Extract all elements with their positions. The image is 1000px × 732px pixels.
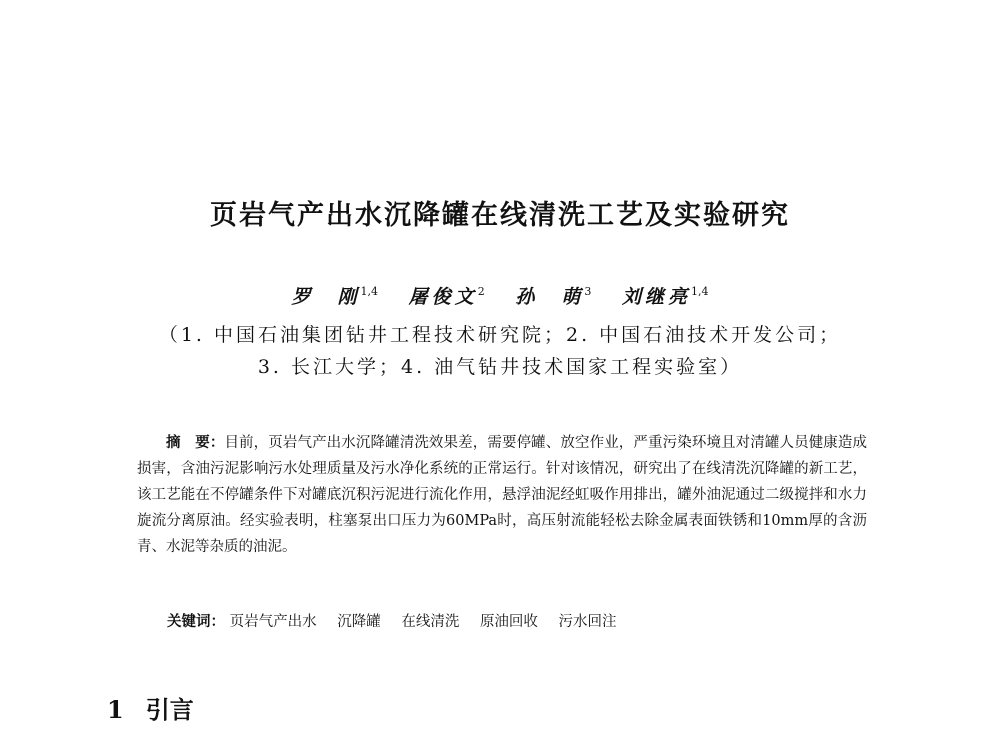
author-list — [0, 282, 1000, 309]
author-name: 孙 萌 — [515, 286, 585, 308]
paper-title: 页岩气产出水沉降罐在线清洗工艺及实验研究 — [210, 200, 790, 231]
author — [515, 282, 591, 309]
author-affiliation-mark: 2 — [477, 285, 485, 298]
keyword: 污水回注 — [558, 614, 617, 630]
abstract-text: 目前，页岩气产出水沉降罐清洗效果差，需要停罐、放空作业，严重污染环境且对清罐人员健康造成损害，含油污泥影响污水处理质量及污水净化系统的正常运行。针对该情况，研究出了在线清洗沉降罐的新工艺，该工艺能在不停罐条件下对罐底沉积污泥进行流化作用，悬浮油泥经虹吸作用排出，罐外油泥通过二级搅拌和水力旋流分离原油。经实验表明，柱塞泵出口压力为60MPa时，高压射流能轻松去除金属表面铁锈和10mm厚的含沥青、水泥等杂质的油泥。 — [137, 435, 868, 555]
keyword: 在线清洗 — [401, 614, 460, 630]
keywords — [167, 610, 633, 631]
keyword: 页岩气产出水 — [229, 614, 317, 630]
affiliation-line-1: （1. 中国石油集团钻井工程技术研究院；2. 中国石油技术开发公司； — [158, 324, 842, 346]
author — [622, 282, 709, 309]
section-heading — [107, 690, 194, 725]
keyword: 沉降罐 — [337, 614, 381, 630]
author-name: 屠俊文 — [408, 286, 478, 308]
section-title: 引言 — [145, 695, 194, 724]
section-number: 1 — [107, 695, 124, 724]
author-name: 罗 刚 — [291, 286, 361, 308]
affiliation-line-2: 3. 长江大学；4. 油气钻井技术国家工程实验室） — [257, 356, 743, 378]
author-affiliation-mark: 3 — [584, 285, 592, 298]
author-affiliation-mark: 1,4 — [360, 285, 379, 298]
abstract-label: 摘 要： — [166, 435, 225, 451]
author — [409, 282, 485, 309]
author — [292, 282, 379, 309]
abstract — [137, 430, 867, 560]
keyword: 原油回收 — [479, 614, 538, 630]
author-affiliation-mark: 1,4 — [690, 285, 709, 298]
author-name: 刘继亮 — [621, 286, 691, 308]
keywords-label: 关键词： — [167, 614, 225, 630]
abstract-paragraph — [137, 430, 867, 560]
